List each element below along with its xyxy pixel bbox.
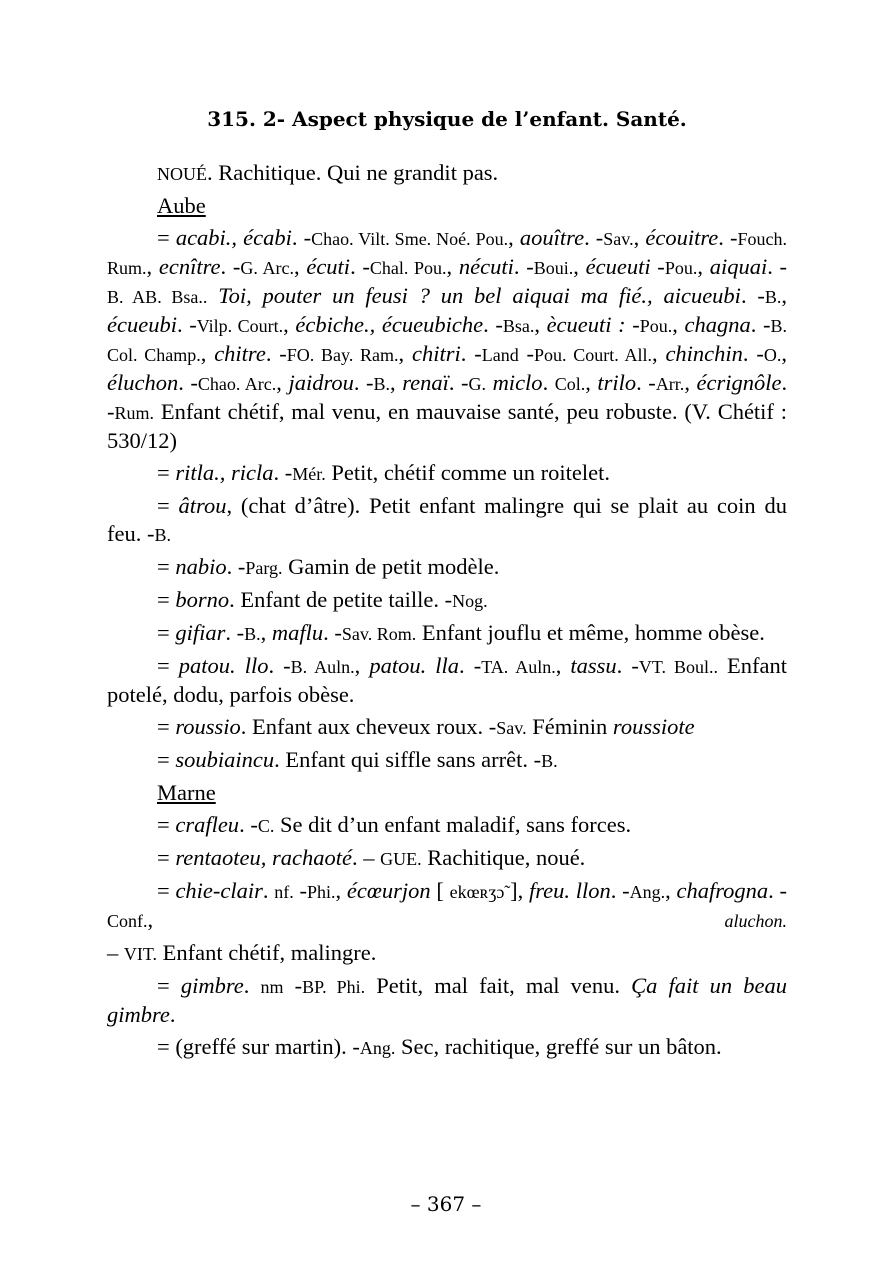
entry-roussio: = roussio. Enfant aux cheveux roux. -Sav. Féminin roussiote [157,714,695,739]
entry-borno: = borno. Enfant de petite taille. -Nog. [157,587,488,612]
entry-gifiar: = gifiar. -B., maflu. -Sav. Rom. Enfant jouflu et même, homme obèse. [157,620,765,645]
document-page [107,105,787,1066]
entry-soubiaincu: = soubiaincu. Enfant qui siffle sans arrêt. -B. [157,747,558,772]
heading-marne: Marne [157,780,216,805]
entry-greffe: = (greffé sur martin). -Ang. Sec, rachitique, greffé sur un bâton. [157,1034,722,1059]
entry-nabio: = nabio. -Parg. Gamin de petit modèle. [157,554,500,579]
entry-gimbre: = gimbre. nm -BP. Phi. Petit, mal fait, mal venu. Ça fait un beau gimbre. [107,973,787,1027]
entry-noue: NOUÉ. Rachitique. Qui ne grandit pas. [157,160,499,185]
entry-rentaoteu: = rentaoteu, rachaoté. – GUE. Rachitique, noué. [157,845,586,870]
entry-atrou: = âtrou, (chat d’âtre). Petit enfant malingre qui se plait au coin du feu. -B. [107,493,787,546]
entry-chie-clair: = chie-clair. nf. -Phi., écœurjon [ ekœʀʒɔ̃ ], freu. llon. -Ang., chafrogna. -Conf., aluchon. [107,878,788,932]
section-title: 315. 2- Aspect physique de l’enfant. Santé. [207,107,687,131]
entry-ritla: = ritla., ricla. -Mér. Petit, chétif comme un roitelet. [157,460,611,485]
page-number: – 367 – [410,1192,482,1216]
heading-aube: Aube [157,193,206,218]
entry-acabi: = acabi., écabi. -Chao. Vilt. Sme. Noé. Pou., aouître. -Sav., écouitre. -Fouch. Rum., ecnître. -G. Arc., écuti. -Chal. Pou., nécuti. -Boui., écueuti -Pou., aiquai. -B. AB. Bsa.. Toi, pouter un feusi ? un bel aiquai ma fié., aicueubi. -B., écueubi. -Vilp. Court., écbiche., écueubiche. -Bsa., ècueuti : -Pou., chagna. -B. Col. Champ., chitre. -FO. Bay. Ram., chitri. -Land -Pou. Court. All., chinchin. -O., éluchon. -Chao. Arc., jaidrou. -B., renaï. -G. miclo. Col., trilo. -Arr., écrignôle. -Rum. Enfant chétif, mal venu, en mauvaise santé, peu robuste. (V. Chétif : 530/12) [107,225,788,453]
entry-chie-clair-cont: – VIT. Enfant chétif, malingre. [107,940,377,965]
entry-patou: = patou. llo. -B. Auln., patou. lla. -TA. Auln., tassu. -VT. Boul.. Enfant potelé, dodu, parfois obèse. [107,653,788,707]
entry-crafleu: = crafleu. -C. Se dit d’un enfant maladif, sans forces. [157,812,632,837]
